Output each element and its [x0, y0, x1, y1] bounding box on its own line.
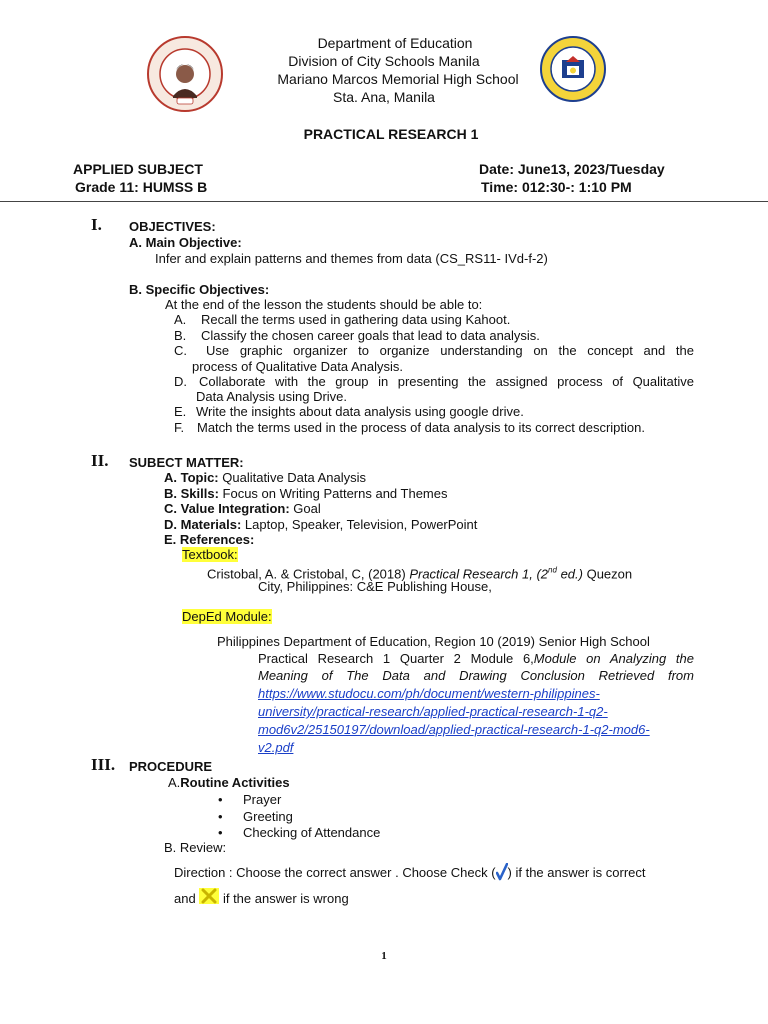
section-3-numeral: III. — [91, 755, 116, 774]
textbook-citation-cont: City, Philippines: C&E Publishing House, — [258, 579, 492, 594]
main-objective-label: A. Main Objective: — [129, 235, 242, 250]
specific-objectives-intro: At the end of the lesson the students should be able to: — [165, 297, 483, 312]
page-number: 1 — [381, 950, 387, 962]
objective-item-f: Match the terms used in the process of data analysis to its correct description. — [197, 420, 645, 435]
objective-item-c-letter: C. — [174, 343, 187, 358]
objective-item-a: Recall the terms used in gathering data using Kahoot. — [201, 312, 511, 327]
objective-item-d-letter: D. — [174, 374, 187, 389]
module-link-3[interactable]: mod6v2/25150197/download/applied-practical-research-1-q2-mod6- — [258, 722, 650, 737]
module-citation-cont: Practical Research 1 Quarter 2 Module 6,Module on Analyzing the — [258, 651, 694, 666]
document-title: PRACTICAL RESEARCH 1 — [303, 126, 479, 142]
applied-subject: APPLIED SUBJECT — [73, 161, 203, 177]
procedure-heading: PROCEDURE — [129, 759, 213, 774]
lesson-time: Time: 012:30-: 1:10 PM — [481, 179, 632, 195]
routine-bullet-attendance: • Checking of Attendance — [243, 825, 380, 841]
objective-item-b: Classify the chosen career goals that lead to data analysis. — [201, 328, 540, 343]
header-department: Department of Education — [317, 35, 473, 51]
objective-item-b-letter: B. — [174, 328, 187, 343]
section-2-numeral: II. — [91, 451, 109, 470]
section-1-numeral: I. — [91, 215, 102, 234]
objective-item-d-cont: Data Analysis using Drive. — [196, 389, 348, 404]
x-mark-icon — [199, 888, 219, 904]
references-label: E. References: — [164, 532, 255, 547]
deped-module-label: DepEd Module: — [182, 609, 272, 624]
direction-line-2: and if the answer is wrong — [174, 888, 349, 907]
main-objective-text: Infer and explain patterns and themes from data (CS_RS11- IVd-f-2) — [155, 251, 548, 266]
review-label: B. Review: — [164, 840, 227, 855]
objective-item-c-cont: process of Qualitative Data Analysis. — [192, 359, 403, 374]
module-citation-cont-2: Meaning of The Data and Drawing Conclusion Retrieved from — [258, 668, 694, 683]
module-link-2[interactable]: university/practical-research/applied-practical-research-1-q2- — [258, 704, 608, 719]
objective-item-c: Use graphic organizer to organize understanding on the concept and the — [206, 343, 694, 358]
objectives-heading: OBJECTIVES: — [129, 219, 216, 234]
specific-objectives-label: B. Specific Objectives: — [129, 282, 270, 297]
header-location: Sta. Ana, Manila — [333, 89, 435, 105]
lesson-date: Date: June13, 2023/Tuesday — [479, 161, 665, 177]
objective-item-d: Collaborate with the group in presenting the assigned process of Qualitative — [199, 374, 694, 389]
materials-line: D. Materials: Laptop, Speaker, Television, PowerPoint — [164, 517, 478, 532]
objective-item-e-letter: E. — [174, 404, 187, 419]
header-division: Division of City Schools Manila — [288, 53, 480, 69]
routine-activities-label: A.Routine Activities — [168, 775, 290, 790]
routine-bullet-greeting: • Greeting — [243, 809, 293, 825]
textbook-label: Textbook: — [182, 547, 238, 562]
subject-matter-heading: SUBECT MATTER: — [129, 455, 244, 470]
objective-item-f-letter: F. — [174, 420, 185, 435]
routine-bullet-prayer: • Prayer — [243, 792, 281, 808]
check-icon — [496, 863, 508, 879]
textbook-citation: Cristobal, A. & Cristobal, C, (2018) Practical Research 1, (2nd ed.) Quezon — [207, 566, 633, 582]
grade-section: Grade 11: HUMSS B — [75, 179, 208, 195]
topic-line: A. Topic: Qualitative Data Analysis — [164, 470, 367, 485]
module-link-4[interactable]: v2.pdf — [258, 740, 294, 755]
module-citation: Philippines Department of Education, Region 10 (2019) Senior High School — [217, 634, 650, 649]
header-divider — [0, 201, 768, 202]
direction-line-1: Direction : Choose the correct answer . Choose Check ( ) if the answer is correct — [174, 865, 646, 880]
objective-item-e: Write the insights about data analysis using google drive. — [196, 404, 524, 419]
header-school: Mariano Marcos Memorial High School — [277, 71, 519, 87]
skills-line: B. Skills: Focus on Writing Patterns and Themes — [164, 486, 448, 501]
module-link-1[interactable]: https://www.studocu.com/ph/document/western-philippines- — [258, 686, 600, 701]
value-integration-line: C. Value Integration: Goal — [164, 501, 321, 516]
objective-item-a-letter: A. — [174, 312, 187, 327]
